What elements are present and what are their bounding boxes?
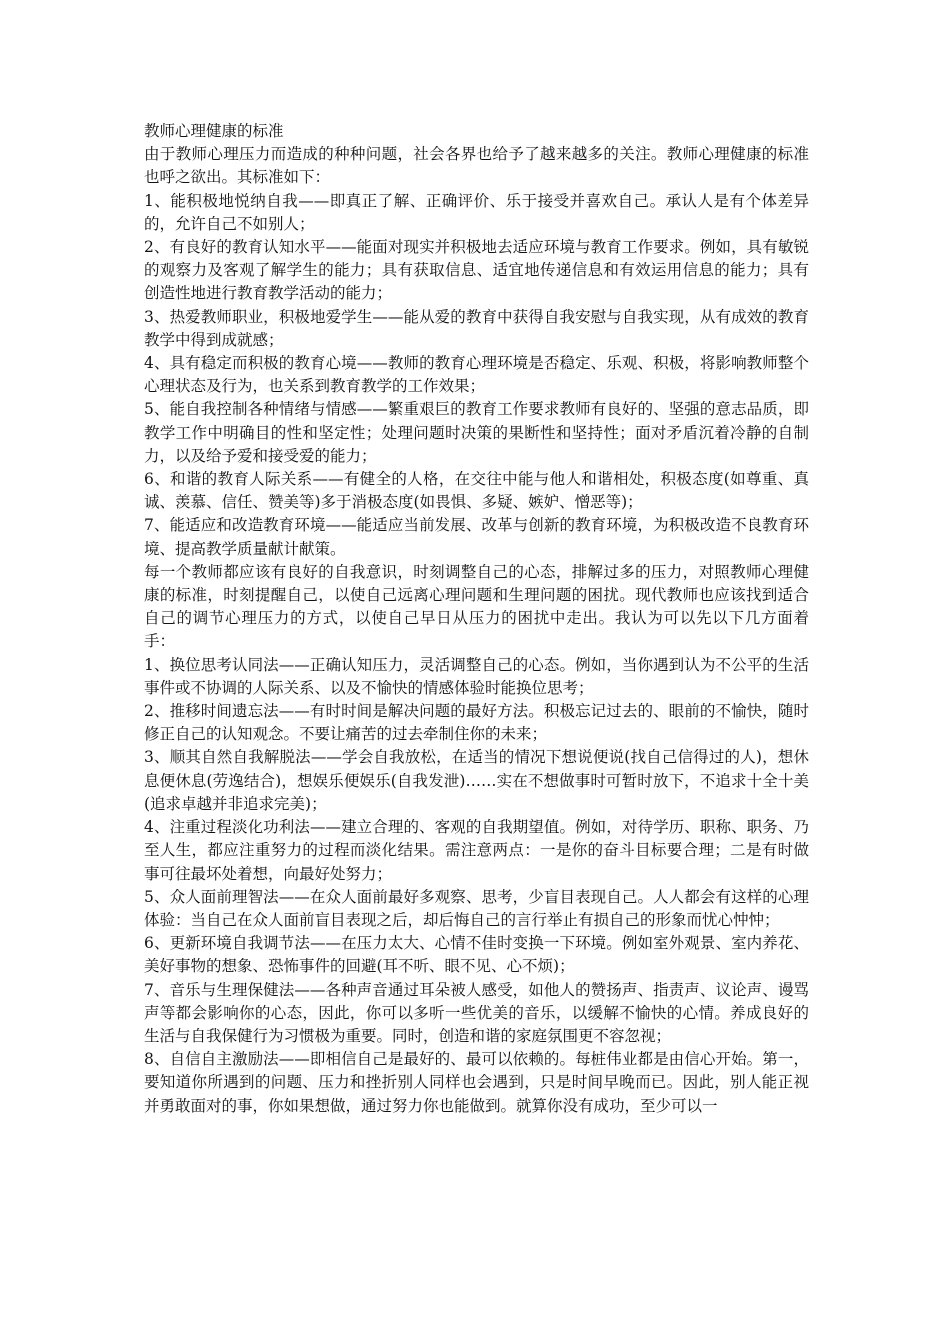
methods-intro-paragraph: 每一个教师都应该有良好的自我意识，时刻调整自己的心态，排解过多的压力，对照教师心理健康的标准，时刻提醒自己，以使自己远离心理问题和生理问题的困扰。现代教师也应该找到适合自己的调节心理压力的方式，以使自己早日从压力的困扰中走出。我认为可以先以下几方面着手： bbox=[144, 562, 809, 651]
standard-item-7: 7、能适应和改造教育环境——能适应当前发展、改革与创新的教育环境，为积极改造不良教育环境、提高教学质量献计献策。 bbox=[144, 516, 809, 558]
standard-item-6: 6、和谐的教育人际关系——有健全的人格，在交往中能与他人和谐相处，积极态度(如尊重、真诚、羡慕、信任、赞美等)多于消极态度(如畏惧、多疑、嫉妒、憎恶等)； bbox=[144, 470, 809, 512]
method-item-8: 8、自信自主激励法——即相信自己是最好的、最可以依赖的。每桩伟业都是由信心开始。第一，要知道你所遇到的问题、压力和挫折别人同样也会遇到，只是时间早晚而已。因此，别人能正视并勇敢面对的事，你如果想做，通过努力你也能做到。就算你没有成功，至少可以一 bbox=[144, 1050, 809, 1115]
method-item-3: 3、顺其自然自我解脱法——学会自我放松，在适当的情况下想说便说(找自己信得过的人)，想休息便休息(劳逸结合)，想娱乐便娱乐(自我发泄)……实在不想做事时可暂时放下，不追求十全十美(追求卓越并非追求完美)； bbox=[144, 748, 809, 813]
method-item-6: 6、更新环境自我调节法——在压力太大、心情不佳时变换一下环境。例如室外观景、室内养花、美好事物的想象、恐怖事件的回避(耳不听、眼不见、心不烦)； bbox=[144, 934, 809, 976]
standard-item-4: 4、具有稳定而积极的教育心境——教师的教育心理环境是否稳定、乐观、积极，将影响教师整个心理状态及行为，也关系到教育教学的工作效果； bbox=[144, 354, 809, 396]
method-item-2: 2、推移时间遗忘法——有时时间是解决问题的最好方法。积极忘记过去的、眼前的不愉快，随时修正自己的认知观念。不要让痛苦的过去牵制住你的未来； bbox=[144, 702, 809, 744]
standard-item-1: 1、能积极地悦纳自我——即真正了解、正确评价、乐于接受并喜欢自己。承认人是有个体差异的，允许自己不如别人； bbox=[144, 191, 809, 233]
intro-paragraph: 由于教师心理压力而造成的种种问题，社会各界也给予了越来越多的关注。教师心理健康的标准也呼之欲出。其标准如下： bbox=[144, 145, 809, 187]
method-item-7: 7、音乐与生理保健法——各种声音通过耳朵被人感受，如他人的赞扬声、指责声、议论声、谩骂声等都会影响你的心态，因此，你可以多听一些优美的音乐，以缓解不愉快的心情。养成良好的生活与自我保健行为习惯极为重要。同时，创造和谐的家庭氛围更不容忽视； bbox=[144, 980, 809, 1045]
standard-item-3: 3、热爱教师职业，积极地爱学生——能从爱的教育中获得自我安慰与自我实现，从有成效的教育教学中得到成就感； bbox=[144, 307, 809, 349]
document-body bbox=[144, 120, 809, 1118]
document-title: 教师心理健康的标准 bbox=[144, 122, 284, 140]
method-item-1: 1、换位思考认同法——正确认知压力，灵活调整自己的心态。例如，当你遇到认为不公平的生活事件或不协调的人际关系、以及不愉快的情感体验时能换位思考； bbox=[144, 655, 809, 697]
method-item-4: 4、注重过程淡化功利法——建立合理的、客观的自我期望值。例如，对待学历、职称、职务、乃至人生，都应注重努力的过程而淡化结果。需注意两点：一是你的奋斗目标要合理；二是有时做事可往最坏处着想，向最好处努力； bbox=[144, 818, 809, 883]
method-item-5: 5、众人面前理智法——在众人面前最好多观察、思考，少盲目表现自己。人人都会有这样的心理体验：当自己在众人面前盲目表现之后，却后悔自己的言行举止有损自己的形象而忧心忡忡； bbox=[144, 887, 809, 929]
standard-item-2: 2、有良好的教育认知水平——能面对现实并积极地去适应环境与教育工作要求。例如，具有敏锐的观察力及客观了解学生的能力；具有获取信息、适宜地传递信息和有效运用信息的能力；具有创造性地进行教育教学活动的能力； bbox=[144, 238, 809, 303]
standard-item-5: 5、能自我控制各种情绪与情感——繁重艰巨的教育工作要求教师有良好的、坚强的意志品质，即教学工作中明确目的性和坚定性；处理问题时决策的果断性和坚持性；面对矛盾沉着冷静的自制力，以及给予爱和接受爱的能力； bbox=[144, 400, 809, 465]
